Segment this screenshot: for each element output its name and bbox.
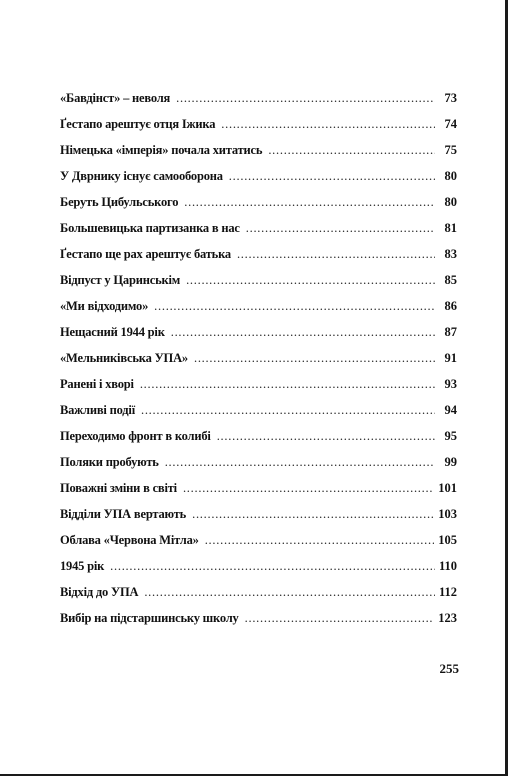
- toc-entry: [60, 167, 457, 193]
- toc-entry: [60, 375, 457, 401]
- toc-entry-title: Важливі події: [60, 403, 135, 417]
- toc-entry-title: У Дврнику існує самооборона: [60, 169, 223, 183]
- toc-entry-title: 1945 рік: [60, 559, 105, 573]
- toc-entry: [60, 427, 457, 453]
- toc-entry-title: Відпуст у Царинськім: [60, 273, 181, 287]
- toc-entry-page: 110: [438, 559, 457, 573]
- dot-leader: [194, 349, 435, 367]
- toc-entry-title: «Бавдінст» – неволя: [60, 91, 171, 105]
- dot-leader: [229, 167, 435, 185]
- toc-entry-title: Поважні зміни в світі: [60, 481, 177, 495]
- toc-entry-page: 103: [438, 507, 457, 521]
- toc-entry-page: 80: [444, 195, 457, 209]
- toc-entry-title: Большевицька партизанка в нас: [60, 221, 240, 235]
- dot-leader: [192, 505, 434, 523]
- dot-leader: [165, 453, 435, 471]
- toc-entry-page: 101: [438, 481, 457, 495]
- toc-entry-title: Вибір на підстаршинську школу: [60, 611, 239, 625]
- toc-entry-page: 75: [444, 143, 457, 157]
- dot-leader: [237, 245, 435, 263]
- toc-entry: [60, 323, 457, 349]
- toc-entry-page: 94: [444, 403, 457, 417]
- dot-leader: [221, 115, 435, 133]
- toc-entry: [60, 531, 457, 557]
- toc-entry-title: «Мельниківська УПА»: [60, 351, 188, 365]
- dot-leader: [176, 89, 435, 107]
- dot-leader: [144, 583, 435, 601]
- toc-entry: [60, 453, 457, 479]
- dot-leader: [110, 557, 435, 575]
- toc-entry: [60, 557, 457, 583]
- toc-entry-title: Ґестапо ще рах арештує батька: [60, 247, 231, 261]
- toc-entry: [60, 609, 457, 635]
- toc-entry-page: 85: [444, 273, 457, 287]
- toc-entry: [60, 193, 457, 219]
- toc-entry: [60, 271, 457, 297]
- toc-entry-page: 73: [444, 91, 457, 105]
- toc-entry-page: 123: [438, 611, 457, 625]
- toc-entry-page: 81: [444, 221, 457, 235]
- toc-entry-title: Нещасний 1944 рік: [60, 325, 165, 339]
- toc-entry: [60, 583, 457, 609]
- toc-entry-title: Облава «Червона Мітла»: [60, 533, 199, 547]
- toc-entry-title: Поляки пробують: [60, 455, 159, 469]
- dot-leader: [140, 375, 435, 393]
- toc-entry: [60, 115, 457, 141]
- dot-leader: [217, 427, 435, 445]
- toc-entry-title: Німецька «імперія» почала хитатись: [60, 143, 263, 157]
- table-of-contents: [60, 89, 457, 635]
- page-number: 255: [439, 661, 459, 676]
- toc-entry-page: 80: [444, 169, 457, 183]
- toc-entry: [60, 219, 457, 245]
- toc-entry-title: Ґестапо арештує отця Іжика: [60, 117, 216, 131]
- toc-entry-page: 83: [444, 247, 457, 261]
- toc-entry: [60, 479, 457, 505]
- toc-entry-title: «Ми відходимо»: [60, 299, 149, 313]
- toc-entry-page: 74: [444, 117, 457, 131]
- dot-leader: [246, 219, 435, 237]
- toc-entry: [60, 349, 457, 375]
- dot-leader: [186, 271, 435, 289]
- dot-leader: [268, 141, 435, 159]
- toc-entry-page: 86: [444, 299, 457, 313]
- toc-entry-page: 91: [444, 351, 457, 365]
- toc-entry-page: 105: [438, 533, 457, 547]
- dot-leader: [184, 193, 435, 211]
- dot-leader: [183, 479, 434, 497]
- toc-entry-title: Переходимо фронт в колибі: [60, 429, 211, 443]
- dot-leader: [154, 297, 435, 315]
- dot-leader: [141, 401, 435, 419]
- toc-entry-title: Беруть Цибульського: [60, 195, 179, 209]
- toc-entry-title: Відхід до УПА: [60, 585, 139, 599]
- toc-entry-title: Відділи УПА вертають: [60, 507, 187, 521]
- dot-leader: [245, 609, 435, 627]
- toc-entry: [60, 141, 457, 167]
- toc-entry-page: 93: [444, 377, 457, 391]
- toc-entry: [60, 505, 457, 531]
- toc-entry-page: 87: [444, 325, 457, 339]
- toc-entry: [60, 245, 457, 271]
- dot-leader: [205, 531, 435, 549]
- toc-entry-page: 112: [438, 585, 457, 599]
- toc-entry-title: Ранені і хворі: [60, 377, 134, 391]
- toc-entry: [60, 89, 457, 115]
- toc-entry-page: 99: [444, 455, 457, 469]
- dot-leader: [171, 323, 435, 341]
- toc-entry: [60, 401, 457, 427]
- toc-entry-page: 95: [444, 429, 457, 443]
- toc-entry: [60, 297, 457, 323]
